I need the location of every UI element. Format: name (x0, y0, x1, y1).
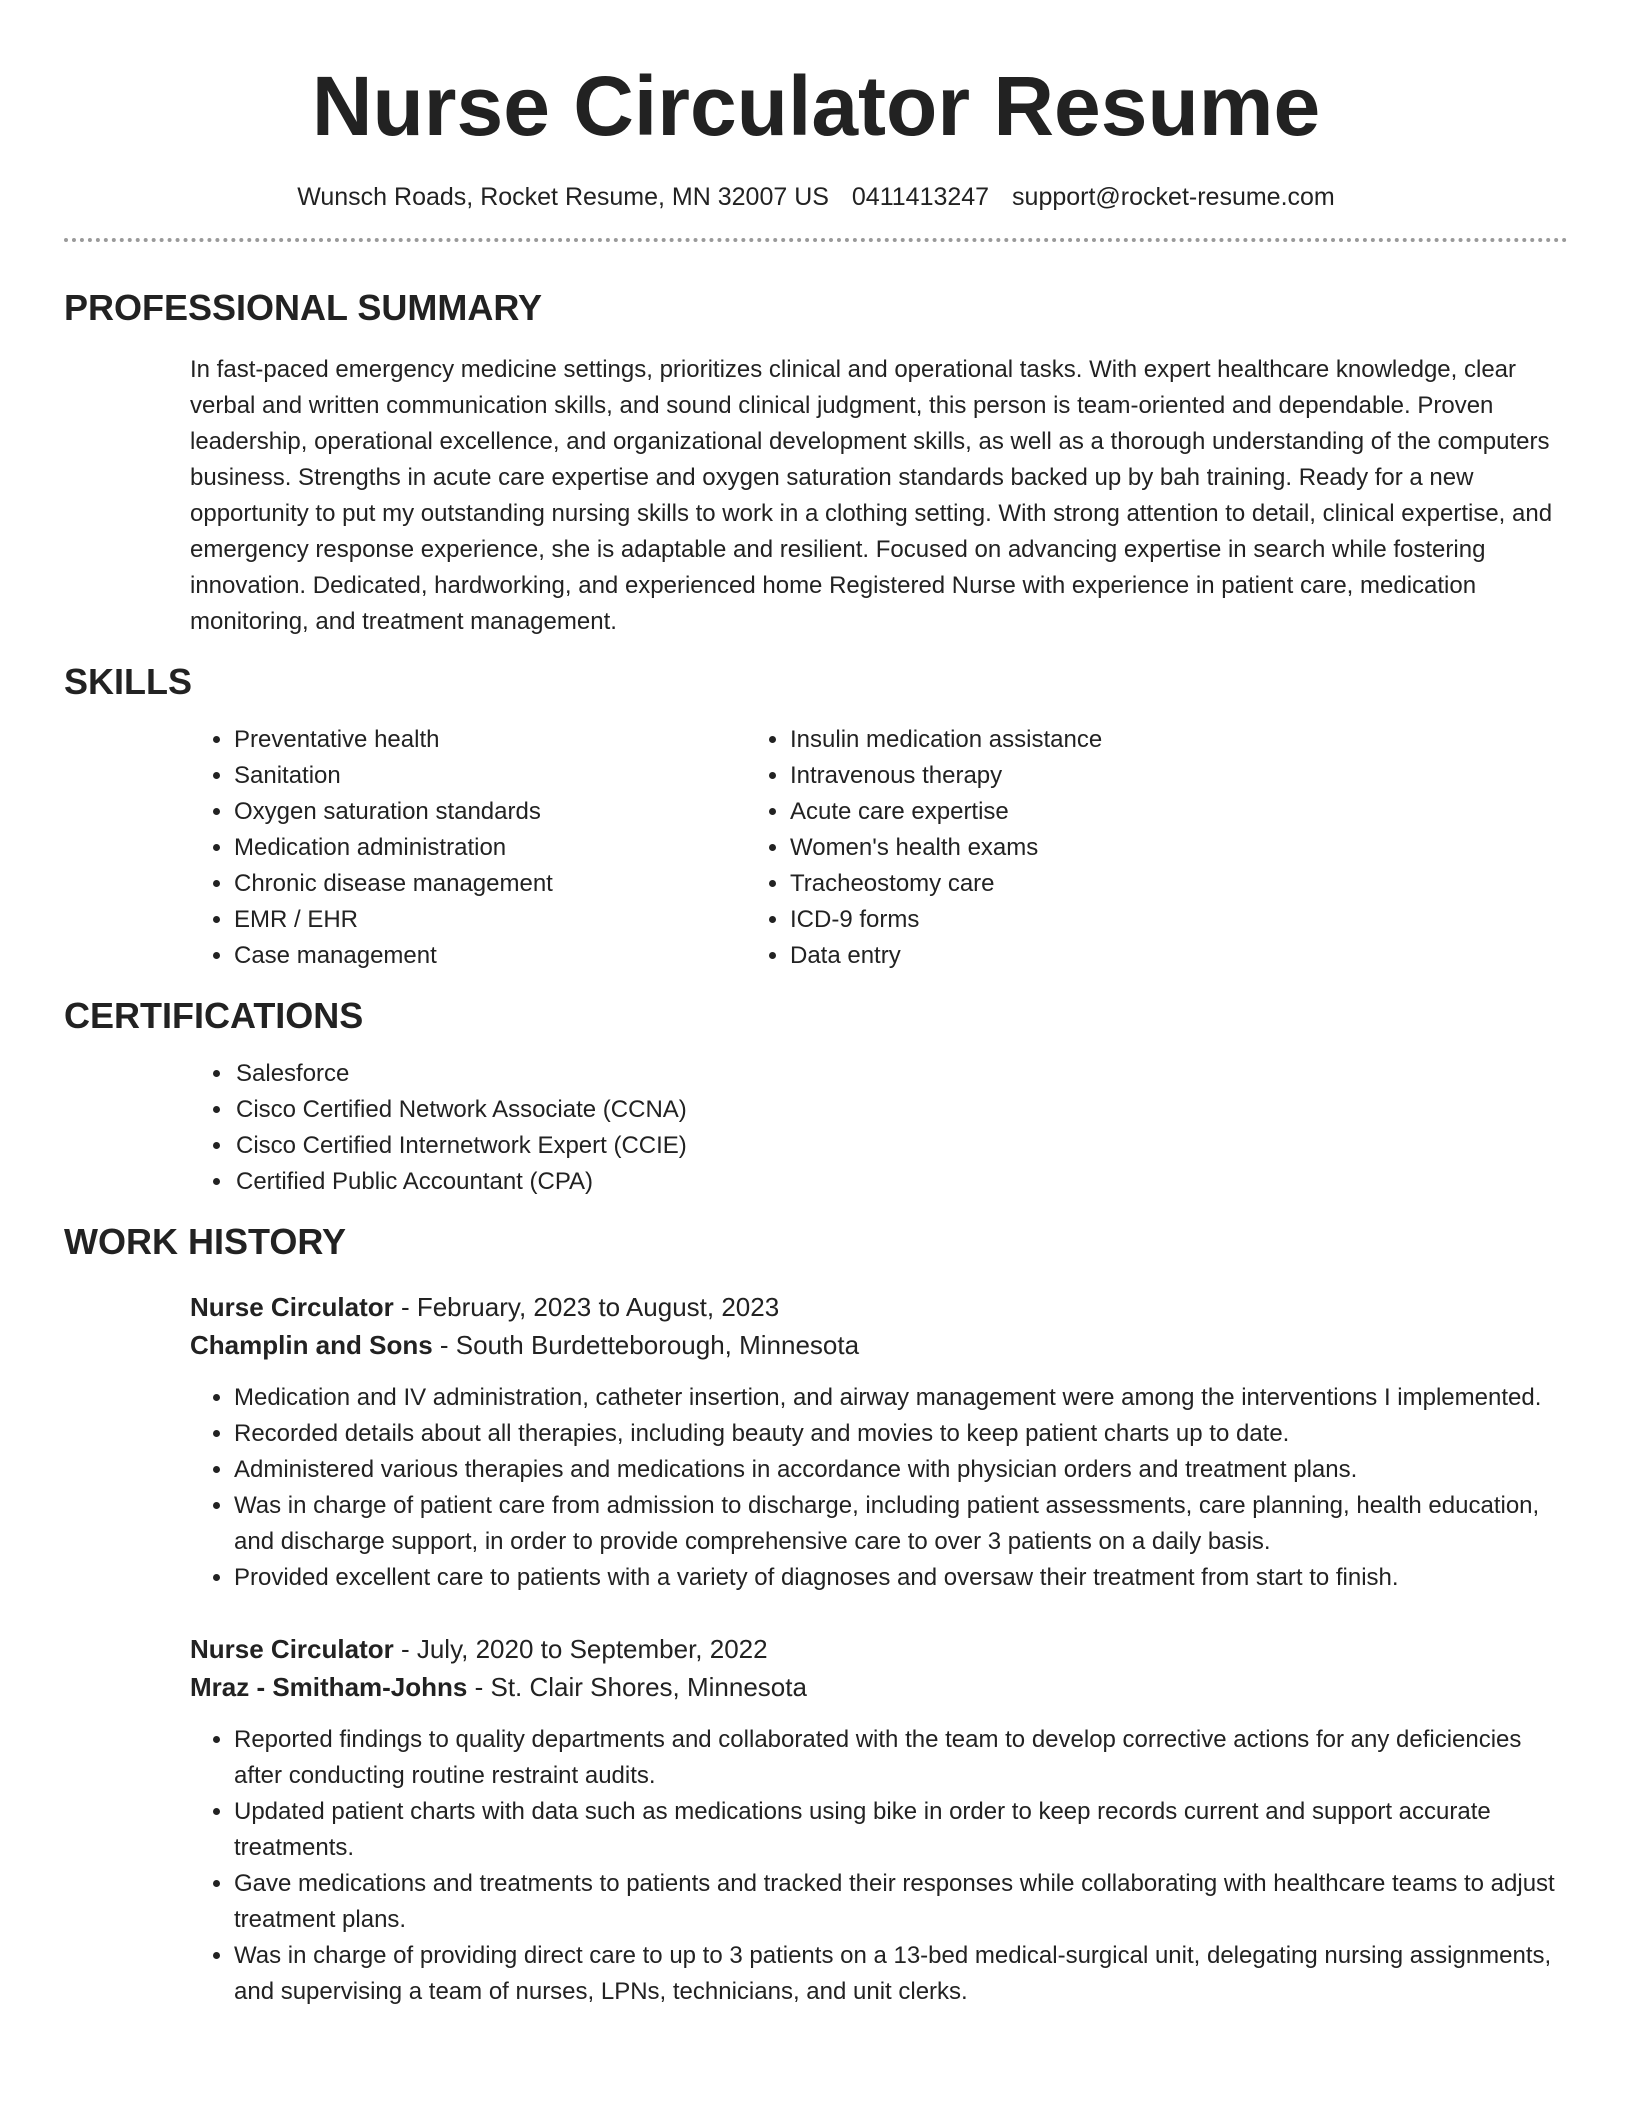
contact-address: Wunsch Roads, Rocket Resume, MN 32007 US (297, 183, 829, 211)
job-company-line (190, 1668, 1568, 1706)
skills-columns (64, 722, 1568, 974)
job-bullet: • Updated patient charts with data such as medications using bike in order to keep records current and support accurate treatments. (234, 1794, 1568, 1866)
summary-section (64, 286, 1568, 640)
job-bullet: • Provided excellent care to patients with a variety of diagnoses and oversaw their treatment from start to finish. (234, 1560, 1568, 1596)
job-dates: - July, 2020 to September, 2022 (393, 1634, 768, 1664)
job-bullet: • Was in charge of providing direct care to up to 3 patients on a 13-bed medical-surgical unit, delegating nursing assignments, and supervising a team of nurses, LPNs, technicians, and unit clerks. (234, 1938, 1568, 2010)
certifications-heading: CERTIFICATIONS (64, 995, 364, 1036)
skill-item: • Oxygen saturation standards (234, 794, 742, 830)
certification-item: • Salesforce (234, 1056, 1568, 1092)
certification-item: • Certified Public Accountant (CPA) (234, 1164, 1568, 1200)
job-bullets (190, 1722, 1568, 2010)
skill-item: • EMR / EHR (234, 902, 742, 938)
skill-item: • Sanitation (234, 758, 742, 794)
job-bullet: • Administered various therapies and medications in accordance with physician orders and treatment plans. (234, 1452, 1568, 1488)
contact-line (64, 182, 1568, 212)
skill-item: • Women's health exams (790, 830, 1102, 866)
skill-item: • Medication administration (234, 830, 742, 866)
resume-page (64, 0, 1568, 2010)
contact-phone: 0411413247 (851, 183, 990, 211)
contact-email: support@rocket-resume.com (1012, 183, 1335, 211)
job-title-line (190, 1630, 1568, 1668)
job-company: Mraz - Smitham-Johns (190, 1672, 468, 1702)
job-location: - South Burdetteborough, Minnesota (432, 1330, 860, 1360)
job-bullets (190, 1380, 1568, 1596)
job-bullet: • Reported findings to quality departments and collaborated with the team to develop corrective actions for any deficiencies after conducting routine restraint audits. (234, 1722, 1568, 1794)
summary-text: In fast-paced emergency medicine settings, prioritizes clinical and operational tasks. With expert healthcare knowledge, clear verbal and written communication skills, and sound clinical judgment, this person is team-oriented and dependable. Proven leadership, operational excellence, and organizational development skills, as well as a thorough understanding of the computers business. Strengths in acute care expertise and oxygen saturation standards backed up by bah training. Ready for a new opportunity to put my outstanding nursing skills to work in a clothing setting. With strong attention to detail, clinical expertise, and emergency response experience, she is adaptable and resilient. Focused on advancing expertise in search while fostering innovation. Dedicated, hardworking, and experienced home Registered Nurse with experience in patient care, medication monitoring, and treatment management. (190, 356, 1553, 635)
job-entry (190, 1288, 1568, 1596)
job-location: - St. Clair Shores, Minnesota (467, 1672, 807, 1702)
certifications-list (64, 1056, 1568, 1200)
skill-item: • Chronic disease management (234, 866, 742, 902)
job-company-line (190, 1326, 1568, 1364)
certification-item: • Cisco Certified Network Associate (CCNA) (234, 1092, 1568, 1128)
skill-item: • Case management (234, 938, 742, 974)
work-history-section (64, 1220, 1568, 2010)
header-divider (64, 238, 1568, 242)
job-bullet: • Gave medications and treatments to patients and tracked their responses while collaborating with healthcare teams to adjust treatment plans. (234, 1866, 1568, 1938)
job-title: Nurse Circulator (190, 1634, 394, 1664)
skill-item: • Acute care expertise (790, 794, 1102, 830)
job-title-line (190, 1288, 1568, 1326)
skill-item: • Intravenous therapy (790, 758, 1102, 794)
skill-item: • Insulin medication assistance (790, 722, 1102, 758)
skill-item: • Data entry (790, 938, 1102, 974)
job-bullet: • Was in charge of patient care from admission to discharge, including patient assessments, care planning, health education, and discharge support, in order to provide comprehensive care to over 3 patients on a daily basis. (234, 1488, 1568, 1560)
resume-title: Nurse Circulator Resume (311, 59, 1321, 153)
skill-item: • Preventative health (234, 722, 742, 758)
job-bullet: • Recorded details about all therapies, including beauty and movies to keep patient charts up to date. (234, 1416, 1568, 1452)
summary-heading: PROFESSIONAL SUMMARY (64, 287, 543, 328)
skills-list-right (742, 722, 1102, 974)
skills-section (64, 660, 1568, 974)
job-entry (190, 1630, 1568, 2010)
skills-heading: SKILLS (64, 661, 193, 702)
skill-item: • ICD-9 forms (790, 902, 1102, 938)
job-dates: - February, 2023 to August, 2023 (393, 1292, 780, 1322)
job-bullet: • Medication and IV administration, catheter insertion, and airway management were among the interventions I implemented. (234, 1380, 1568, 1416)
work-history-heading: WORK HISTORY (64, 1221, 347, 1262)
skill-item: • Tracheostomy care (790, 866, 1102, 902)
job-company: Champlin and Sons (190, 1330, 433, 1360)
job-title: Nurse Circulator (190, 1292, 394, 1322)
certification-item: • Cisco Certified Internetwork Expert (CCIE) (234, 1128, 1568, 1164)
certifications-section (64, 994, 1568, 1200)
skills-list-left (64, 722, 742, 974)
